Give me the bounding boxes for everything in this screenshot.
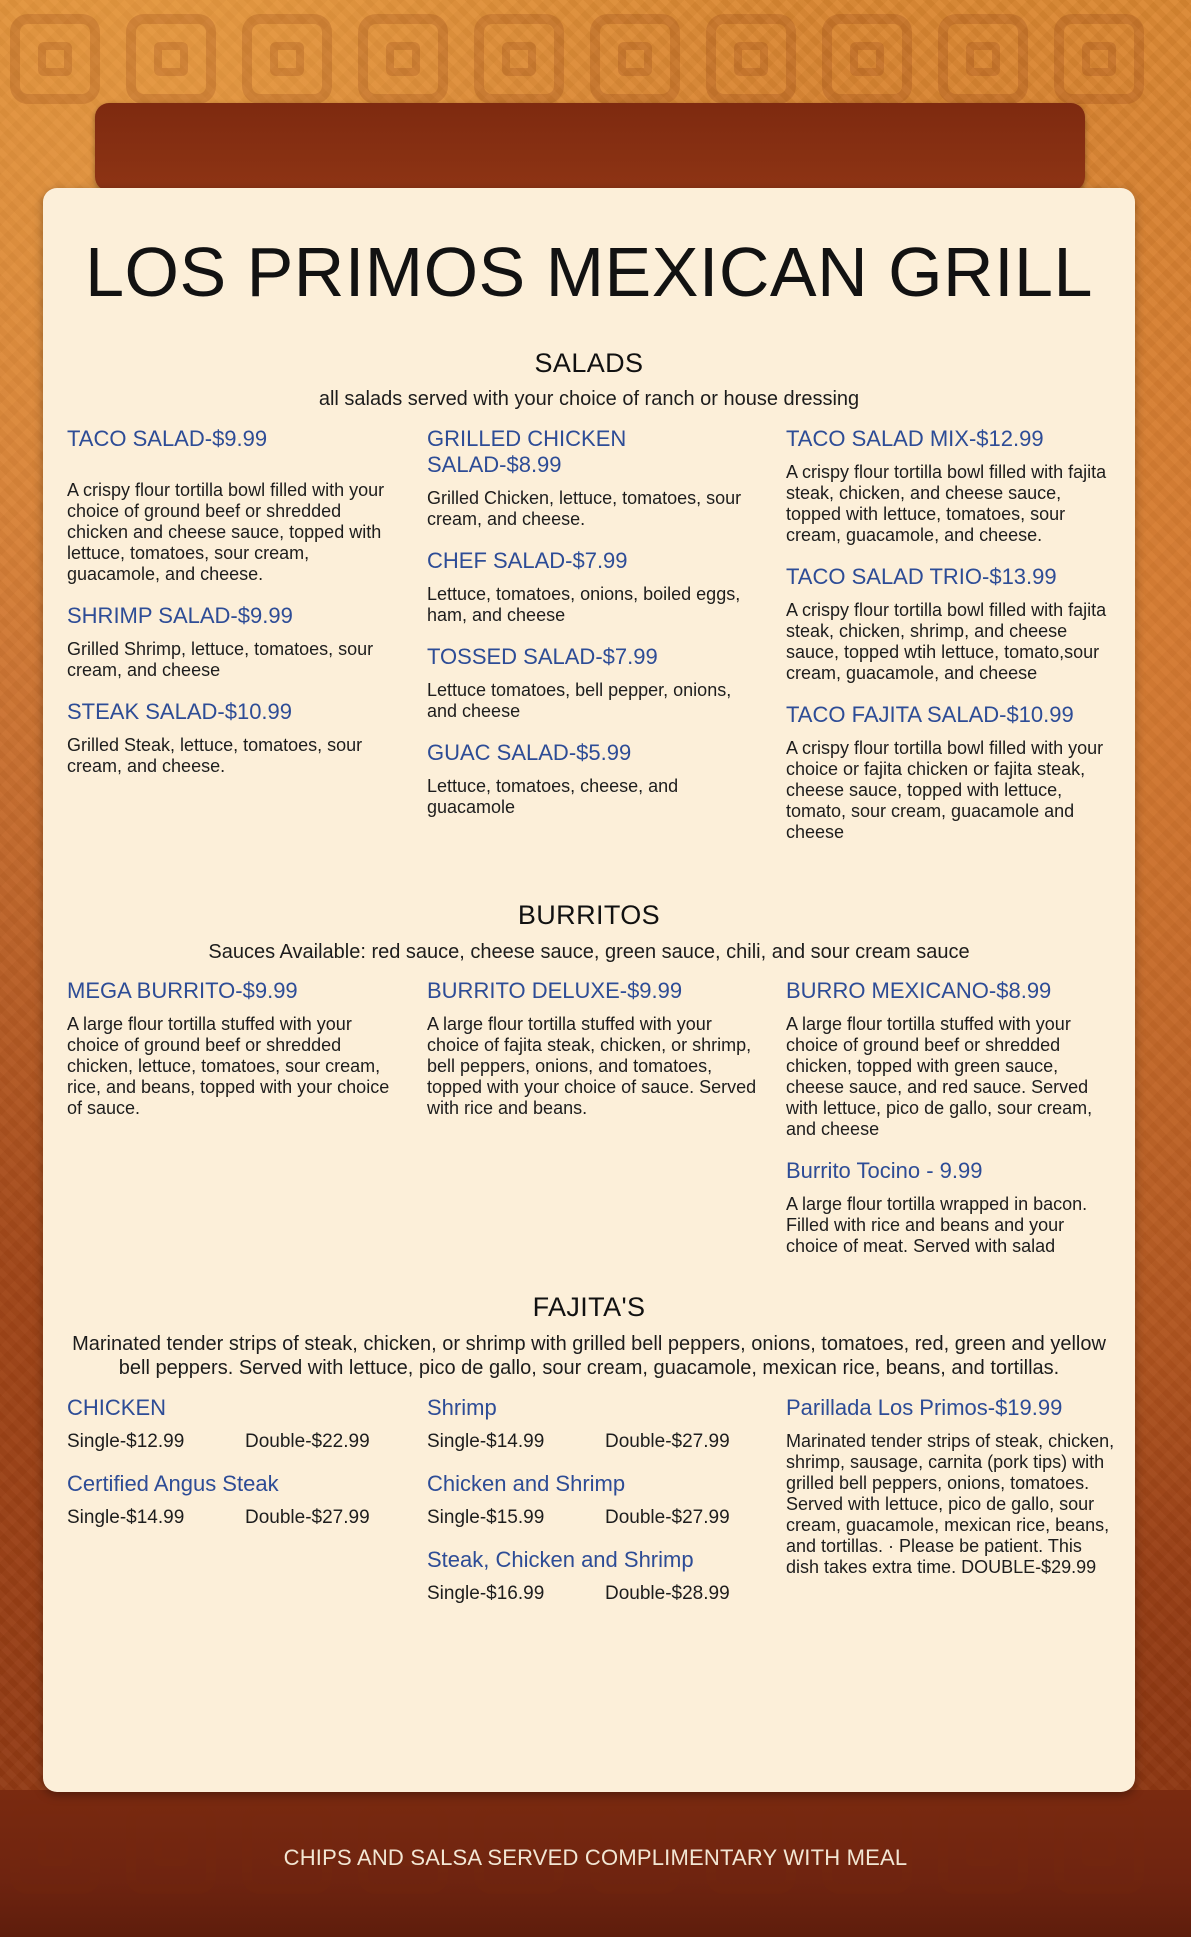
price-row — [67, 1431, 397, 1453]
salads-column-1 — [67, 426, 397, 795]
menu-panel — [43, 188, 1135, 1792]
menu-item — [786, 1395, 1116, 1578]
menu-item — [427, 548, 757, 626]
price-row — [427, 1507, 757, 1529]
item-description: Marinated tender strips of steak, chicken, shrimp, sausage, carnita (pork tips) with grilled bell peppers, onions, tomatoes. Served with lettuce, pico de gallo, sour cream, guacamole, mexican rice, beans, and tortillas. · Please be patient. This dish takes extra time. DOUBLE-$29.99 — [786, 1431, 1115, 1577]
menu-item — [427, 1547, 757, 1605]
item-name: STEAK SALAD-$10.99 — [67, 699, 293, 724]
salads-column-3 — [786, 426, 1116, 861]
menu-item — [786, 564, 1116, 684]
item-name: BURRO MEXICANO-$8.99 — [786, 978, 1052, 1003]
item-description: Lettuce, tomatoes, cheese, and guacamole — [427, 776, 679, 817]
item-name: Chicken and Shrimp — [427, 1471, 626, 1496]
item-name: GRILLED CHICKEN SALAD-$8.99 — [427, 426, 627, 477]
item-description: A crispy flour tortilla bowl filled with your choice or fajita chicken or fajita steak, cheese sauce, topped with lettuce, tomato, sour cream, guacamole and cheese — [786, 738, 1104, 842]
salads-column-2 — [427, 426, 757, 836]
item-name: Burrito Tocino - 9.99 — [786, 1158, 983, 1183]
footer-note: CHIPS AND SALSA SERVED COMPLIMENTARY WITH MEAL — [283, 1845, 908, 1870]
burritos-subtitle: Sauces Available: red sauce, cheese sauce, green sauce, chili, and sour cream sauce — [208, 941, 970, 963]
item-name: GUAC SALAD-$5.99 — [427, 740, 632, 765]
item-name: TOSSED SALAD-$7.99 — [427, 644, 658, 669]
item-description: Lettuce, tomatoes, onions, boiled eggs, ham, and cheese — [427, 584, 741, 625]
item-description: A large flour tortilla stuffed with your choice of ground beef or shredded chicken, lettuce, tomatoes, sour cream, rice, and beans, topped with your choice of sauce. — [67, 1014, 390, 1118]
item-name: TACO SALAD TRIO-$13.99 — [786, 564, 1057, 589]
menu-item — [67, 978, 397, 1119]
item-description: Lettuce tomatoes, bell pepper, onions, and cheese — [427, 680, 732, 721]
fajitas-subtitle: Marinated tender strips of steak, chicken, or shrimp with grilled bell peppers, onions, tomatoes, red, green and yellow bell peppers. Served with lettuce, pico de gallo, sour cream, guacamole, mexican rice, beans, and tortillas. — [72, 1333, 1106, 1379]
restaurant-title: LOS PRIMOS MEXICAN GRILL — [85, 233, 1093, 311]
menu-item — [427, 644, 757, 722]
burritos-column-1 — [67, 978, 397, 1137]
menu-item — [67, 1395, 397, 1453]
menu-item — [427, 1395, 757, 1453]
price-row — [67, 1507, 397, 1529]
item-name: TACO SALAD MIX-$12.99 — [786, 426, 1044, 451]
item-name: MEGA BURRITO-$9.99 — [67, 978, 298, 1003]
item-name: Shrimp — [427, 1395, 497, 1420]
menu-item — [427, 740, 757, 818]
price-row — [427, 1583, 757, 1605]
menu-item — [786, 978, 1116, 1140]
menu-item — [67, 603, 397, 681]
menu-item — [67, 1471, 397, 1529]
fajitas-column-3 — [786, 1395, 1116, 1596]
item-description: A large flour tortilla stuffed with your choice of ground beef or shredded chicken, topped with green sauce, cheese sauce, and red sauce. Served with lettuce, pico de gallo, sour cream, and cheese — [786, 1014, 1093, 1139]
single-price: Single-$15.99 — [427, 1507, 545, 1528]
item-description: A crispy flour tortilla bowl filled with fajita steak, chicken, and cheese sauce, topped with lettuce, tomatoes, sour cream, guacamole, and cheese. — [786, 462, 1107, 545]
decorative-pattern-top — [0, 0, 1191, 120]
burritos-heading: BURRITOS — [517, 900, 661, 930]
item-description: Grilled Steak, lettuce, tomatoes, sour cream, and cheese. — [67, 735, 363, 776]
single-price: Single-$12.99 — [67, 1431, 185, 1452]
item-description: Grilled Shrimp, lettuce, tomatoes, sour cream, and cheese — [67, 639, 374, 680]
item-name: Steak, Chicken and Shrimp — [427, 1547, 694, 1572]
item-description: A crispy flour tortilla bowl filled with fajita steak, chicken, shrimp, and cheese sauce, topped wtih lettuce, tomato,sour cream, guacamole, and cheese — [786, 600, 1107, 683]
item-name: Parillada Los Primos-$19.99 — [786, 1395, 1063, 1420]
item-description: A crispy flour tortilla bowl filled with your choice of ground beef or shredded chicken and cheese sauce, topped with lettuce, tomatoes, sour cream, guacamole, and cheese. — [67, 480, 385, 584]
menu-item — [786, 426, 1116, 546]
top-header-band — [95, 103, 1085, 191]
item-name: BURRITO DELUXE-$9.99 — [427, 978, 683, 1003]
single-price: Single-$16.99 — [427, 1583, 545, 1604]
item-description: A large flour tortilla wrapped in bacon. Filled with rice and beans and your choice of meat. Served with salad — [786, 1194, 1088, 1256]
burritos-column-3 — [786, 978, 1116, 1275]
salads-heading: SALADS — [534, 348, 644, 378]
menu-item — [427, 426, 757, 530]
double-price: Double-$28.99 — [605, 1583, 730, 1604]
fajitas-column-1 — [67, 1395, 397, 1547]
fajitas-heading: FAJITA'S — [532, 1292, 646, 1322]
burritos-column-2 — [427, 978, 757, 1137]
menu-item — [427, 978, 757, 1119]
item-description: A large flour tortilla stuffed with your choice of fajita steak, chicken, or shrimp, bell peppers, onions, and tomatoes, topped with your choice of sauce. Served with rice and beans. — [427, 1014, 757, 1118]
item-name: SHRIMP SALAD-$9.99 — [67, 603, 293, 628]
single-price: Single-$14.99 — [427, 1431, 545, 1452]
menu-item — [67, 426, 397, 585]
item-name: CHICKEN — [67, 1395, 167, 1420]
item-name: Certified Angus Steak — [67, 1471, 279, 1496]
item-name: CHEF SALAD-$7.99 — [427, 548, 628, 573]
item-description: Grilled Chicken, lettuce, tomatoes, sour cream, and cheese. — [427, 488, 742, 529]
item-name: TACO FAJITA SALAD-$10.99 — [786, 702, 1074, 727]
menu-item — [786, 1158, 1116, 1257]
single-price: Single-$14.99 — [67, 1507, 185, 1528]
menu-item — [427, 1471, 757, 1529]
price-row — [427, 1431, 757, 1453]
double-price: Double-$22.99 — [245, 1431, 370, 1452]
menu-item — [67, 699, 397, 777]
item-name: TACO SALAD-$9.99 — [67, 426, 268, 451]
double-price: Double-$27.99 — [605, 1507, 730, 1528]
salads-subtitle: all salads served with your choice of ranch or house dressing — [318, 388, 860, 410]
double-price: Double-$27.99 — [245, 1507, 370, 1528]
fajitas-column-2 — [427, 1395, 757, 1623]
double-price: Double-$27.99 — [605, 1431, 730, 1452]
menu-item — [786, 702, 1116, 843]
